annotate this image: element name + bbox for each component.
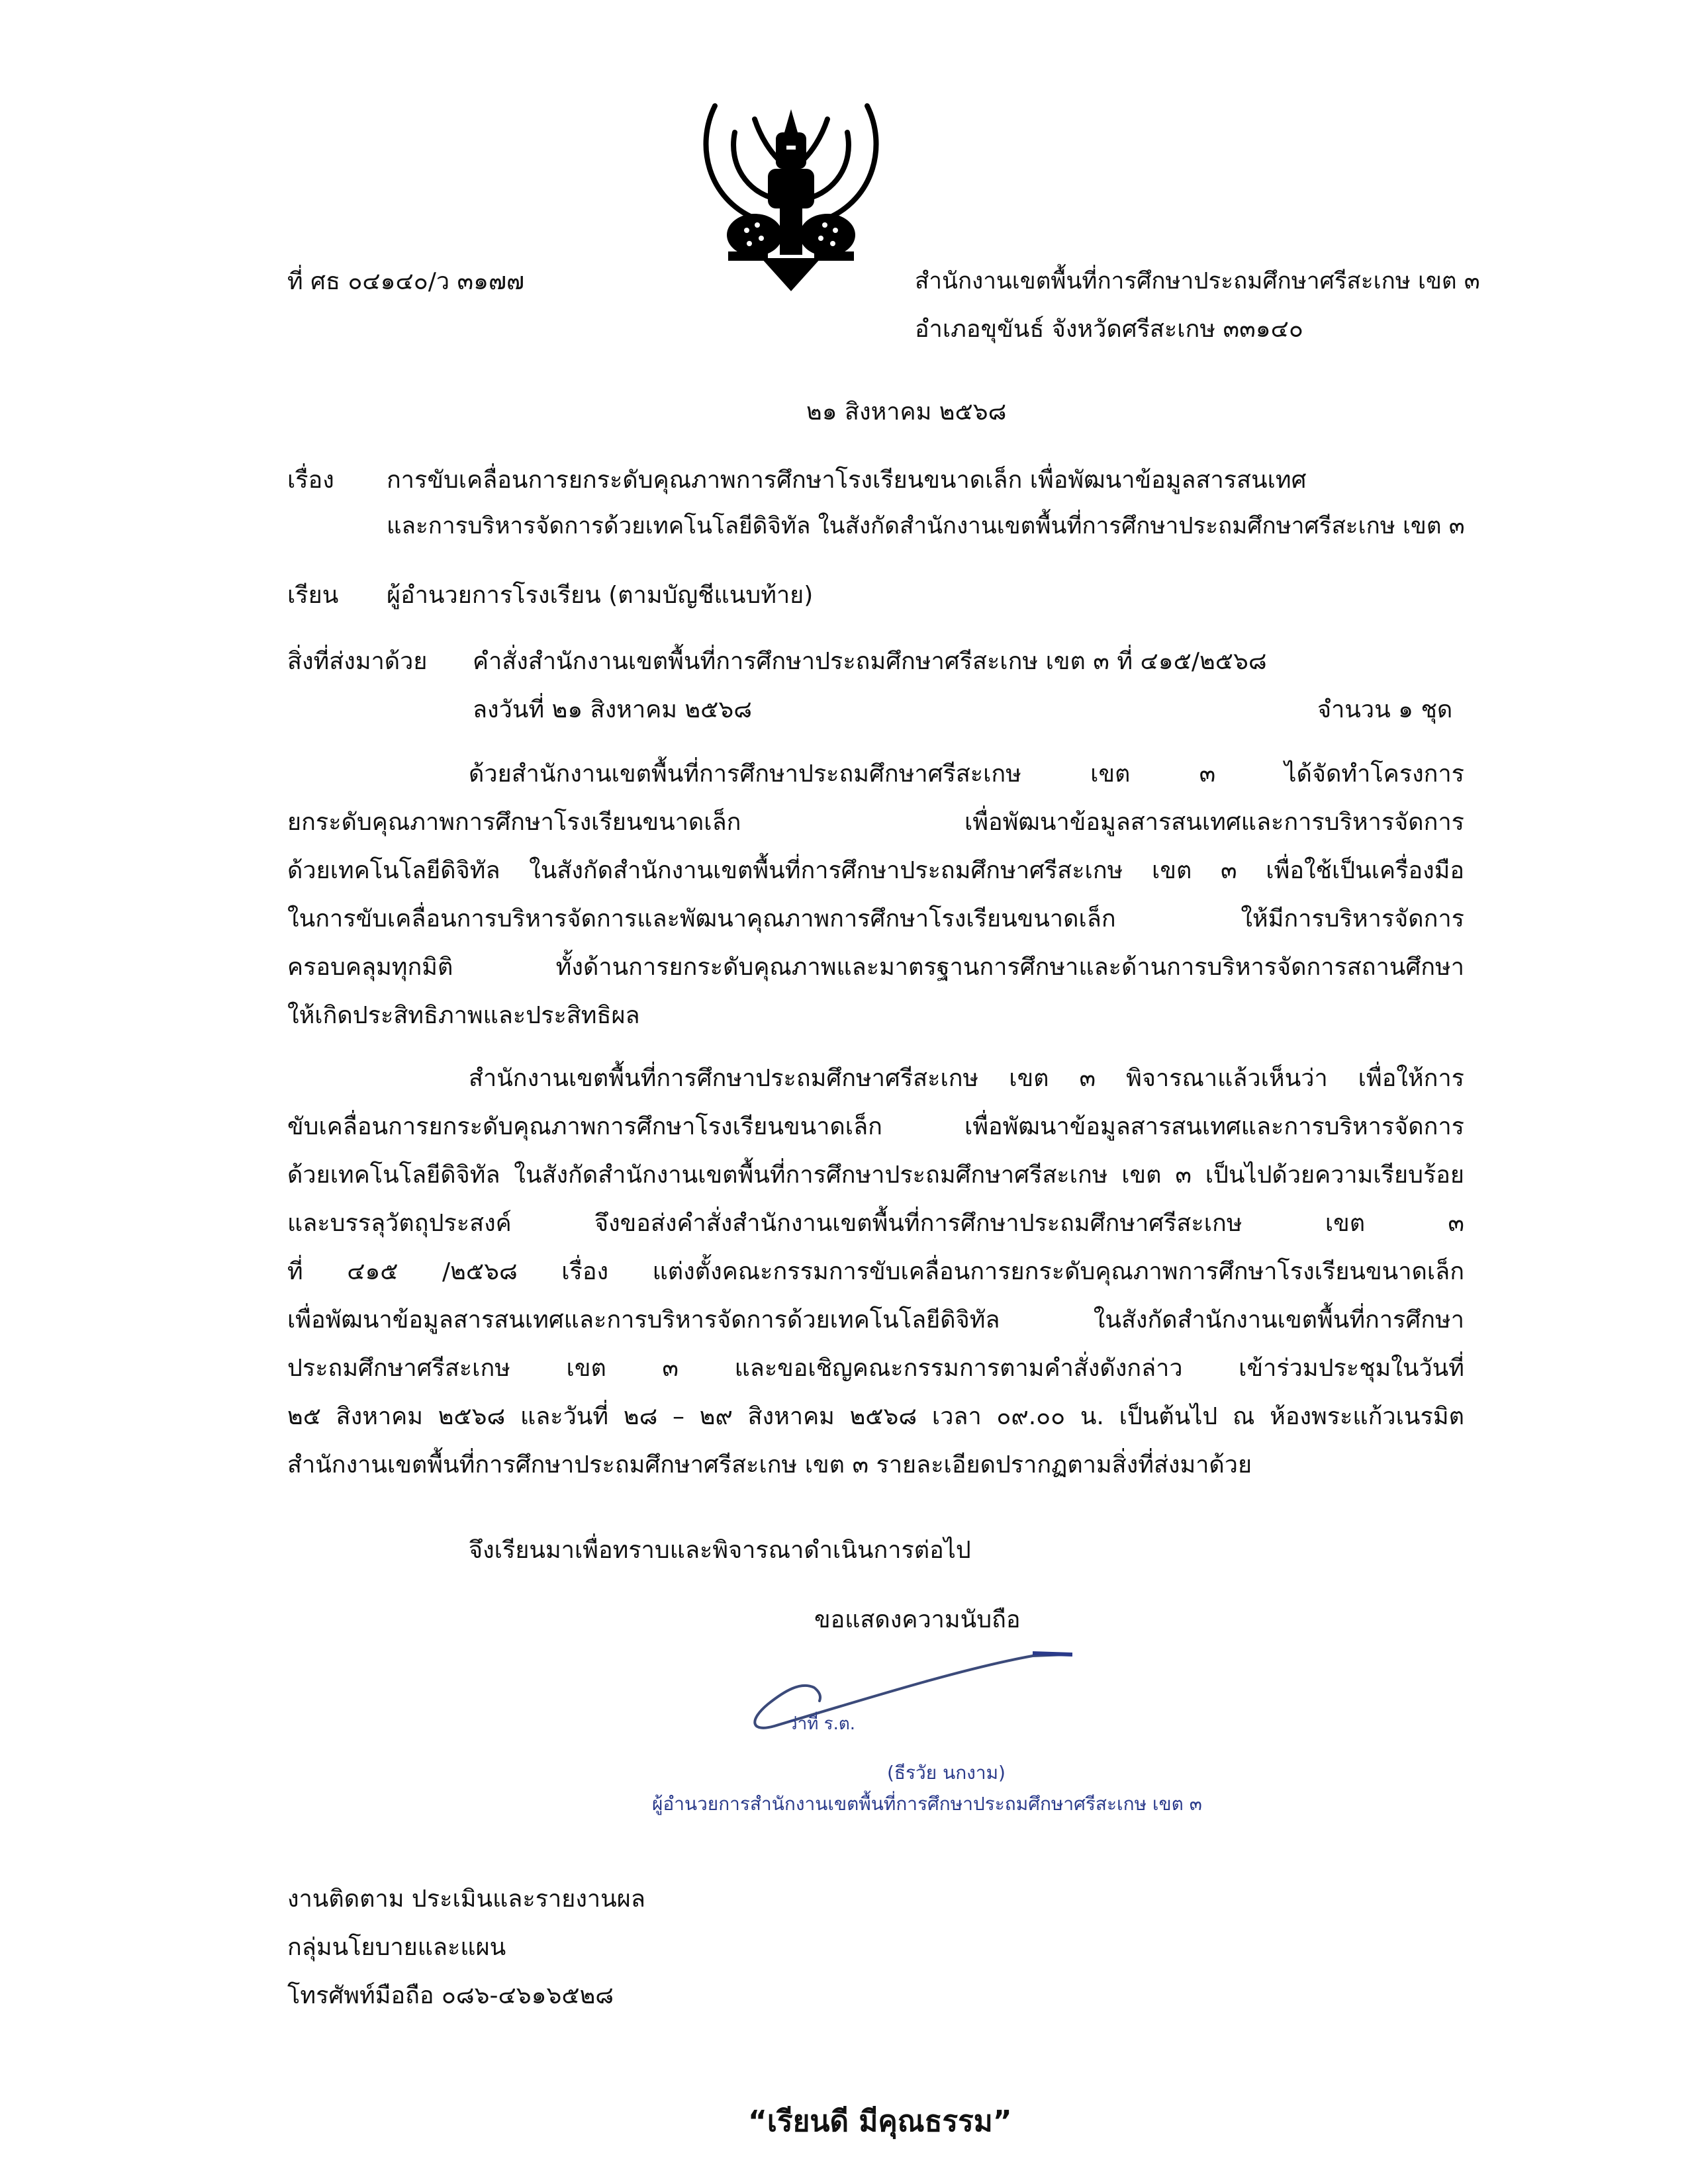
paragraph-line: ด้วยเทคโนโลยีดิจิทัล ในสังกัดสำนักงานเขตพื้นที่การศึกษาประถมศึกษาศรีสะเกษ เขต ๓ เพื่อใช้เป็นเครื่องมือ (287, 857, 1464, 884)
signatory-name: (ธีรวัย นกงาม) (887, 1762, 1006, 1784)
enclosure-quantity: จำนวน ๑ ชุด (1317, 696, 1453, 723)
footer-unit: งานติดตาม ประเมินและรายงานผล (287, 1886, 645, 1913)
paragraph-line: ด้วยเทคโนโลยีดิจิทัล ในสังกัดสำนักงานเขตพื้นที่การศึกษาประถมศึกษาศรีสะเกษ เขต ๓ เป็นไปด้วยความเรียบร้อย (287, 1161, 1464, 1189)
motto: “เรียนดี มีคุณธรรม” (748, 2105, 1012, 2138)
letter-date: ๒๑ สิงหาคม ๒๕๖๘ (806, 398, 1007, 426)
paragraph-line: สำนักงานเขตพื้นที่การศึกษาประถมศึกษาศรีสะเกษ เขต ๓ พิจารณาแล้วเห็นว่า เพื่อให้การ (469, 1065, 1464, 1092)
paragraph-line: ที่ ๔๑๕ /๒๕๖๘ เรื่อง แต่งตั้งคณะกรรมการขับเคลื่อนการยกระดับคุณภาพการศึกษาโรงเรียนขนาดเล็ก (287, 1258, 1464, 1285)
acting-rank-note: ว่าที่ ร.ต. (788, 1714, 855, 1734)
paragraph-line: เพื่อพัฒนาข้อมูลสารสนเทศและการบริหารจัดการด้วยเทคโนโลยีดิจิทัล ในสังกัดสำนักงานเขตพื้นที่การศึกษา (287, 1306, 1464, 1334)
recipient-value: ผู้อำนวยการโรงเรียน (ตามบัญชีแนบท้าย) (387, 582, 814, 609)
paragraph-line: ครอบคลุมทุกมิติ ทั้งด้านการยกระดับคุณภาพและมาตรฐานการศึกษาและด้านการบริหารจัดการสถานศึกษา (287, 954, 1464, 981)
salutation: ขอแสดงความนับถือ (814, 1606, 1021, 1633)
reference-number: ที่ ศธ ๐๔๑๔๐/ว ๓๑๗๗ (287, 268, 525, 295)
footer-group: กลุ่มนโยบายและแผน (287, 1934, 506, 1961)
signatory-title: ผู้อำนวยการสำนักงานเขตพื้นที่การศึกษาประถมศึกษาศรีสะเกษ เขต ๓ (652, 1793, 1202, 1815)
closing-sentence: จึงเรียนมาเพื่อทราบและพิจารณาดำเนินการต่อไป (469, 1537, 971, 1564)
paragraph-line: ยกระดับคุณภาพการศึกษาโรงเรียนขนาดเล็ก เพื่อพัฒนาข้อมูลสารสนเทศและการบริหารจัดการ (287, 809, 1464, 836)
body-paragraph-2 (287, 1059, 1464, 1496)
paragraph-line: ด้วยสำนักงานเขตพื้นที่การศึกษาประถมศึกษาศรีสะเกษ เขต ๓ ได้จัดทำโครงการ (469, 760, 1464, 788)
recipient-label: เรียน (287, 582, 339, 609)
garuda-emblem-icon (695, 93, 887, 291)
paragraph-line: สำนักงานเขตพื้นที่การศึกษาประถมศึกษาศรีสะเกษ เขต ๓ รายละเอียดปรากฏตามสิ่งที่ส่งมาด้วย (287, 1451, 1252, 1479)
paragraph-line: ในการขับเคลื่อนการบริหารจัดการและพัฒนาคุณภาพการศึกษาโรงเรียนขนาดเล็ก ให้มีการบริหารจัดการ (287, 905, 1464, 933)
paragraph-line: ๒๕ สิงหาคม ๒๕๖๘ และวันที่ ๒๘ – ๒๙ สิงหาคม ๒๕๖๘ เวลา ๐๙.๐๐ น. เป็นต้นไป ณ ห้องพระแก้วเนรมิต (287, 1403, 1464, 1430)
paragraph-line: ประถมศึกษาศรีสะเกษ เขต ๓ และขอเชิญคณะกรรมการตามคำสั่งดังกล่าว เข้าร่วมประชุมในวันที่ (287, 1355, 1464, 1382)
body-paragraph-1 (287, 754, 1464, 1032)
subject-label: เรื่อง (287, 467, 334, 494)
paragraph-line: ให้เกิดประสิทธิภาพและประสิทธิผล (287, 1002, 640, 1029)
enclosure-line-1: คำสั่งสำนักงานเขตพื้นที่การศึกษาประถมศึกษาศรีสะเกษ เขต ๓ ที่ ๔๑๕/๒๕๖๘ (473, 648, 1267, 675)
enclosure-line-2: ลงวันที่ ๒๑ สิงหาคม ๒๕๖๘ (473, 696, 753, 723)
office-name: สำนักงานเขตพื้นที่การศึกษาประถมศึกษาศรีสะเกษ เขต ๓ (915, 268, 1480, 295)
footer-phone: โทรศัพท์มือถือ ๐๘๖-๔๖๑๖๕๒๘ (287, 1982, 614, 2009)
office-address: อำเภอขุขันธ์ จังหวัดศรีสะเกษ ๓๓๑๔๐ (915, 316, 1303, 343)
enclosure-label: สิ่งที่ส่งมาด้วย (287, 648, 428, 675)
paragraph-line: ขับเคลื่อนการยกระดับคุณภาพการศึกษาโรงเรียนขนาดเล็ก เพื่อพัฒนาข้อมูลสารสนเทศและการบริหารจัดการ (287, 1113, 1464, 1140)
paragraph-line: และบรรลุวัตถุประสงค์ จึงขอส่งคำสั่งสำนักงานเขตพื้นที่การศึกษาประถมศึกษาศรีสะเกษ เขต ๓ (287, 1210, 1464, 1237)
subject-line-1: การขับเคลื่อนการยกระดับคุณภาพการศึกษาโรงเรียนขนาดเล็ก เพื่อพัฒนาข้อมูลสารสนเทศ (387, 467, 1307, 494)
handwritten-signature-icon (715, 1641, 1072, 1734)
subject-line-2: และการบริหารจัดการด้วยเทคโนโลยีดิจิทัล ในสังกัดสำนักงานเขตพื้นที่การศึกษาประถมศึกษาศรีสะเกษ เขต ๓ (387, 513, 1465, 539)
